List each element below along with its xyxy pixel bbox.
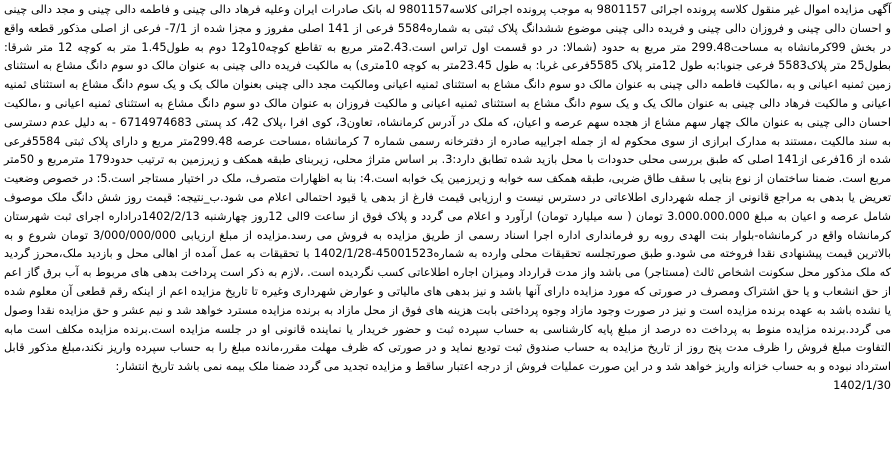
publication-date: 1402/1/30 (833, 378, 891, 392)
notice-body-text: آگهی مزایده اموال غیر منقول کلاسه پرونده اجرائی 9801157 به موجب پرونده اجرائی کلاسه9801157 له بانک صادرات ایران وعلیه فرهاد دالی چینی و فاطمه دالی چینی و مجد دالی چینی و احسان دالی چینی و فروزان دالی چینی و فریده دالی چینی موضوع ششدانگ پلاک ثبتی به شماره5584 فرعی از 141 اصلی مفروز و مجزا شده از 7/1- فرعی از اصلی مذکور قطعه واقع در بخش 99کرمانشاه به مساحت299.48 متر مربع به حدود (شمالا: در دو قسمت اول تراس است.2.43متر مربع به تقاطع کوچه10و12 دوم به طول1.45 متر به کوچه 12 متر شرقا: بطول25 متر پلاک5583 فرعی جنوبا:به طول 12متر پلاک 5585فرعی غربا: به طول 23.45متر به کوچه 10متری) به مالکیت فریده دالی چینی به عنوان مالک دو سوم دانگ مشاع به استثنای زمین ثمنیه اعیانی و به ،مالکیت فاطمه دالی چینی به عنوان مالک دو سوم دانگ مشاع به استثنای ثمنیه اعیانی ومالکیت مجد دالی چینی بعنوان مالک یک و یک سوم دانگ مشاع به استثنای ثمنیه اعیانی و مالکیت فرهاد دالی چینی به عنوان مالک یک و یک سوم دانگ مشاع به استثنای ثمنیه اعیانی و مالکیت فروزان به عنوان مالک دو سوم دانگ مشاع به استثنای ثمنیه اعیانی و ،مالکیت احسان دالی چینی به عنوان مالک چهار سهم مشاع از هجده سهم عرصه و اعیان، که ملک در آدرس کرمانشاه، تعاون3، کوی افرا ،پلاک 42، کد پستی 6714974683 - به دلیل عدم دسترسی به سند مالکیت ،مستند به مدارک ابرازی از سوی محکوم له از جمله اجراییه صادره از دفترخانه رسمی شماره 7 کرمانشاه ،مساحت عرصه 299.48متر مربع و دارای پلاک ثبتی 5584فرعی شده از 16فرعی از141 اصلی که طبق بررسی محلی حدودات با محل بازید شده تطابق دارد:3. بر اساس متراژ محلی، زیربنای طبقه همکف و زیرزمین به ترتیب حدود179 مترمربع و 50متر مربع است. ضمنا ساختمان از نوع بنایی با سقف طاق ضربی، طبقه همکف سه خوابه و زیرزمین یک خوابه است.4: بنا به اظهارات متصرف، ملک در اختیار مستاجر است.5: در خصوص وضعیت تعریض یا بدهی به مراجع قانونی از جمله شهرداری اطلاعاتی در دسترس نیست و ارزیابی قیمت فارغ از بدهی یا قیود احتمالی اعلام می شود.ب_نتیجه: قیمت روز شش دانگ ملک موصوف شامل عرصه و اعیان به مبلغ 3.000.000.000 تومان ( سه میلیارد تومان) ارآورد و اعلام می گردد و پلاک فوق از ساعت 9الی 12روز چهارشنبه 1402/2/13دراداره اجرای ثبت شهرستان کرمانشاه واقع در کرمانشاه-بلوار بنت الهدی روبه رو فرمانداری اداره اجرا اسناد رسمی از طریق مزایده به فروش می رسد.مزایده از مبلغ ارزیابی 3/000/000/000 تومان شروع و به بالاترین قیمت پیشنهادی نقدا فروخته می شود.و طبق صورتجلسه تحقیقات محلی وارده به شماره45001523-1402/1/28 با تحقیقات به عمل آمده از اهالی محل و بازدید ملک،محرز گردید که ملک مذکور محل سکونت اشخاص ثالث (مستاجر) می باشد واز مدت قرارداد ومیزان اجاره اطلاعاتی کسب نگردیده است. ،لازم به ذکر است پرداخت بدهی های مربوط به آب برق گاز اعم از حق انشعاب و یا حق اشتراک ومصرف در صورتی که مورد مزایده دارای آنها باشد و نیز بدهی های مالیاتی و عوارض شهرداری وغیره تا تاریخ مزایده اعم از اینکه رقم قطعی آن معلوم شده یا نشده باشد به عهده برنده مزایده است و نیز در صورت وجود مازاد وجوه پرداختی بابت هزینه های فوق از محل مازاد به برنده مزایده مسترد خواهد شد و نیم عشر و حق مزایده نقدا وصول می گردد.برنده مزایده منوط به پرداخت ده درصد از مبلغ پایه کارشناسی به حساب سپرده ثبت و حضور خریدار یا نماینده قانونی او در جلسه مزایده است.برنده مزایده مکلف است مابه التفاوت مبلغ فروش را ظرف مدت پنج روز از تاریخ مزایده به حساب صندوق ثبت تودیع نماید و در صورتی که ظرف مهلت مقرر،مانده مبلغ را به حساب سپرده واریز نکند،مبلغ مذکور قابل استرداد نبوده و به حساب خزانه واریز خواهد شد و در این صورت عملیات فروش از درجه اعتبار ساقط و مزایده تجدید می گردد ضمنا ملک بیمه نمی باشد تاریخ انتشار: (4, 3, 892, 374)
